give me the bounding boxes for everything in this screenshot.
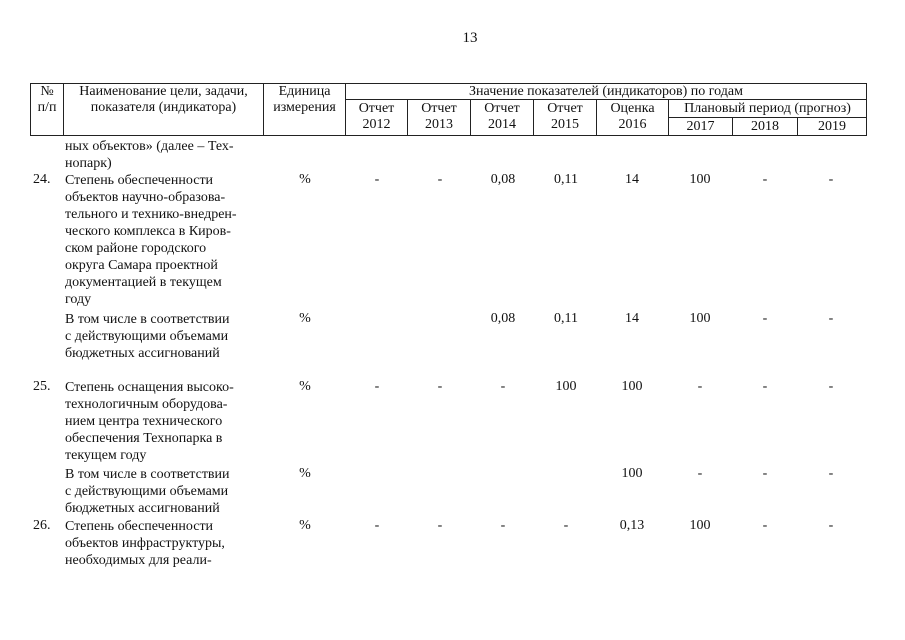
value-2019: - (828, 379, 834, 394)
value-2019: - (828, 466, 834, 481)
value-2014: 0,08 (490, 311, 516, 326)
value-2015: 100 (555, 379, 577, 394)
value-2013: - (437, 172, 443, 187)
row-unit: % (299, 311, 311, 326)
value-2014: - (500, 379, 506, 394)
value-2018: - (762, 466, 768, 481)
value-2016: 0,13 (619, 518, 645, 533)
value-2015: 0,11 (554, 311, 578, 326)
value-2013: - (437, 518, 443, 533)
row-number: 24. (33, 172, 51, 187)
value-2019: - (828, 518, 834, 533)
row-continuation-name: ных объектов» (далее – Тех- нопарк) (65, 139, 234, 171)
value-2019: - (828, 172, 834, 187)
value-2014: - (500, 518, 506, 533)
row-number: 26. (33, 518, 51, 533)
row-unit: % (299, 172, 311, 187)
value-2016: 14 (625, 172, 639, 187)
value-2012: - (374, 518, 380, 533)
value-2012: - (374, 172, 380, 187)
row-name: В том числе в соответствии с действующими объемами бюджетных ассигнований (65, 467, 230, 516)
header-col-2013: Отчет 2013 (421, 101, 457, 132)
header-col-2016: Оценка 2016 (610, 101, 655, 132)
value-2016: 14 (625, 311, 639, 326)
header-col-2018: 2018 (751, 119, 779, 134)
value-2018: - (762, 379, 768, 394)
row-number: 25. (33, 379, 51, 394)
row-name: Степень обеспеченности объектов научно-образова- тельного и технико-внедрен- ческого комплекса в Киров- ском районе городского округа Самара проектной документацией в текущем году (65, 173, 237, 307)
value-2016: 100 (621, 379, 643, 394)
value-2017: - (697, 379, 703, 394)
value-2013: - (437, 379, 443, 394)
value-2012: - (374, 379, 380, 394)
value-2017: 100 (689, 518, 711, 533)
value-2018: - (762, 311, 768, 326)
value-2019: - (828, 311, 834, 326)
row-name: Степень оснащения высоко- технологичным оборудова- нием центра технического обеспечения Технопарка в текущем году (65, 380, 234, 463)
header-plan: Плановый период (прогноз) (684, 101, 851, 116)
page-number: 13 (462, 30, 478, 46)
row-unit: % (299, 518, 311, 533)
value-2015: - (563, 518, 569, 533)
row-unit: % (299, 466, 311, 481)
header-col-2019: 2019 (818, 119, 846, 134)
value-2017: - (697, 466, 703, 481)
row-name: Степень обеспеченности объектов инфраструктуры, необходимых для реали- (65, 519, 225, 568)
header-col-2014: Отчет 2014 (484, 101, 520, 132)
header-col-2017: 2017 (686, 119, 715, 134)
value-2017: 100 (689, 172, 711, 187)
header-name: Наименование цели, задачи, показателя (индикатора) (79, 84, 248, 115)
value-2015: 0,11 (554, 172, 578, 187)
row-name: В том числе в соответствии с действующими объемами бюджетных ассигнований (65, 312, 230, 361)
value-2018: - (762, 518, 768, 533)
header-values: Значение показателей (индикаторов) по годам (469, 84, 743, 99)
header-col-2015: Отчет 2015 (547, 101, 583, 132)
value-2017: 100 (689, 311, 711, 326)
value-2018: - (762, 172, 768, 187)
value-2014: 0,08 (490, 172, 516, 187)
header-unit: Единица измерения (273, 84, 336, 115)
header-num: № п/п (37, 84, 57, 115)
row-unit: % (299, 379, 311, 394)
value-2016: 100 (621, 466, 643, 481)
header-col-2012: Отчет 2012 (358, 101, 395, 132)
